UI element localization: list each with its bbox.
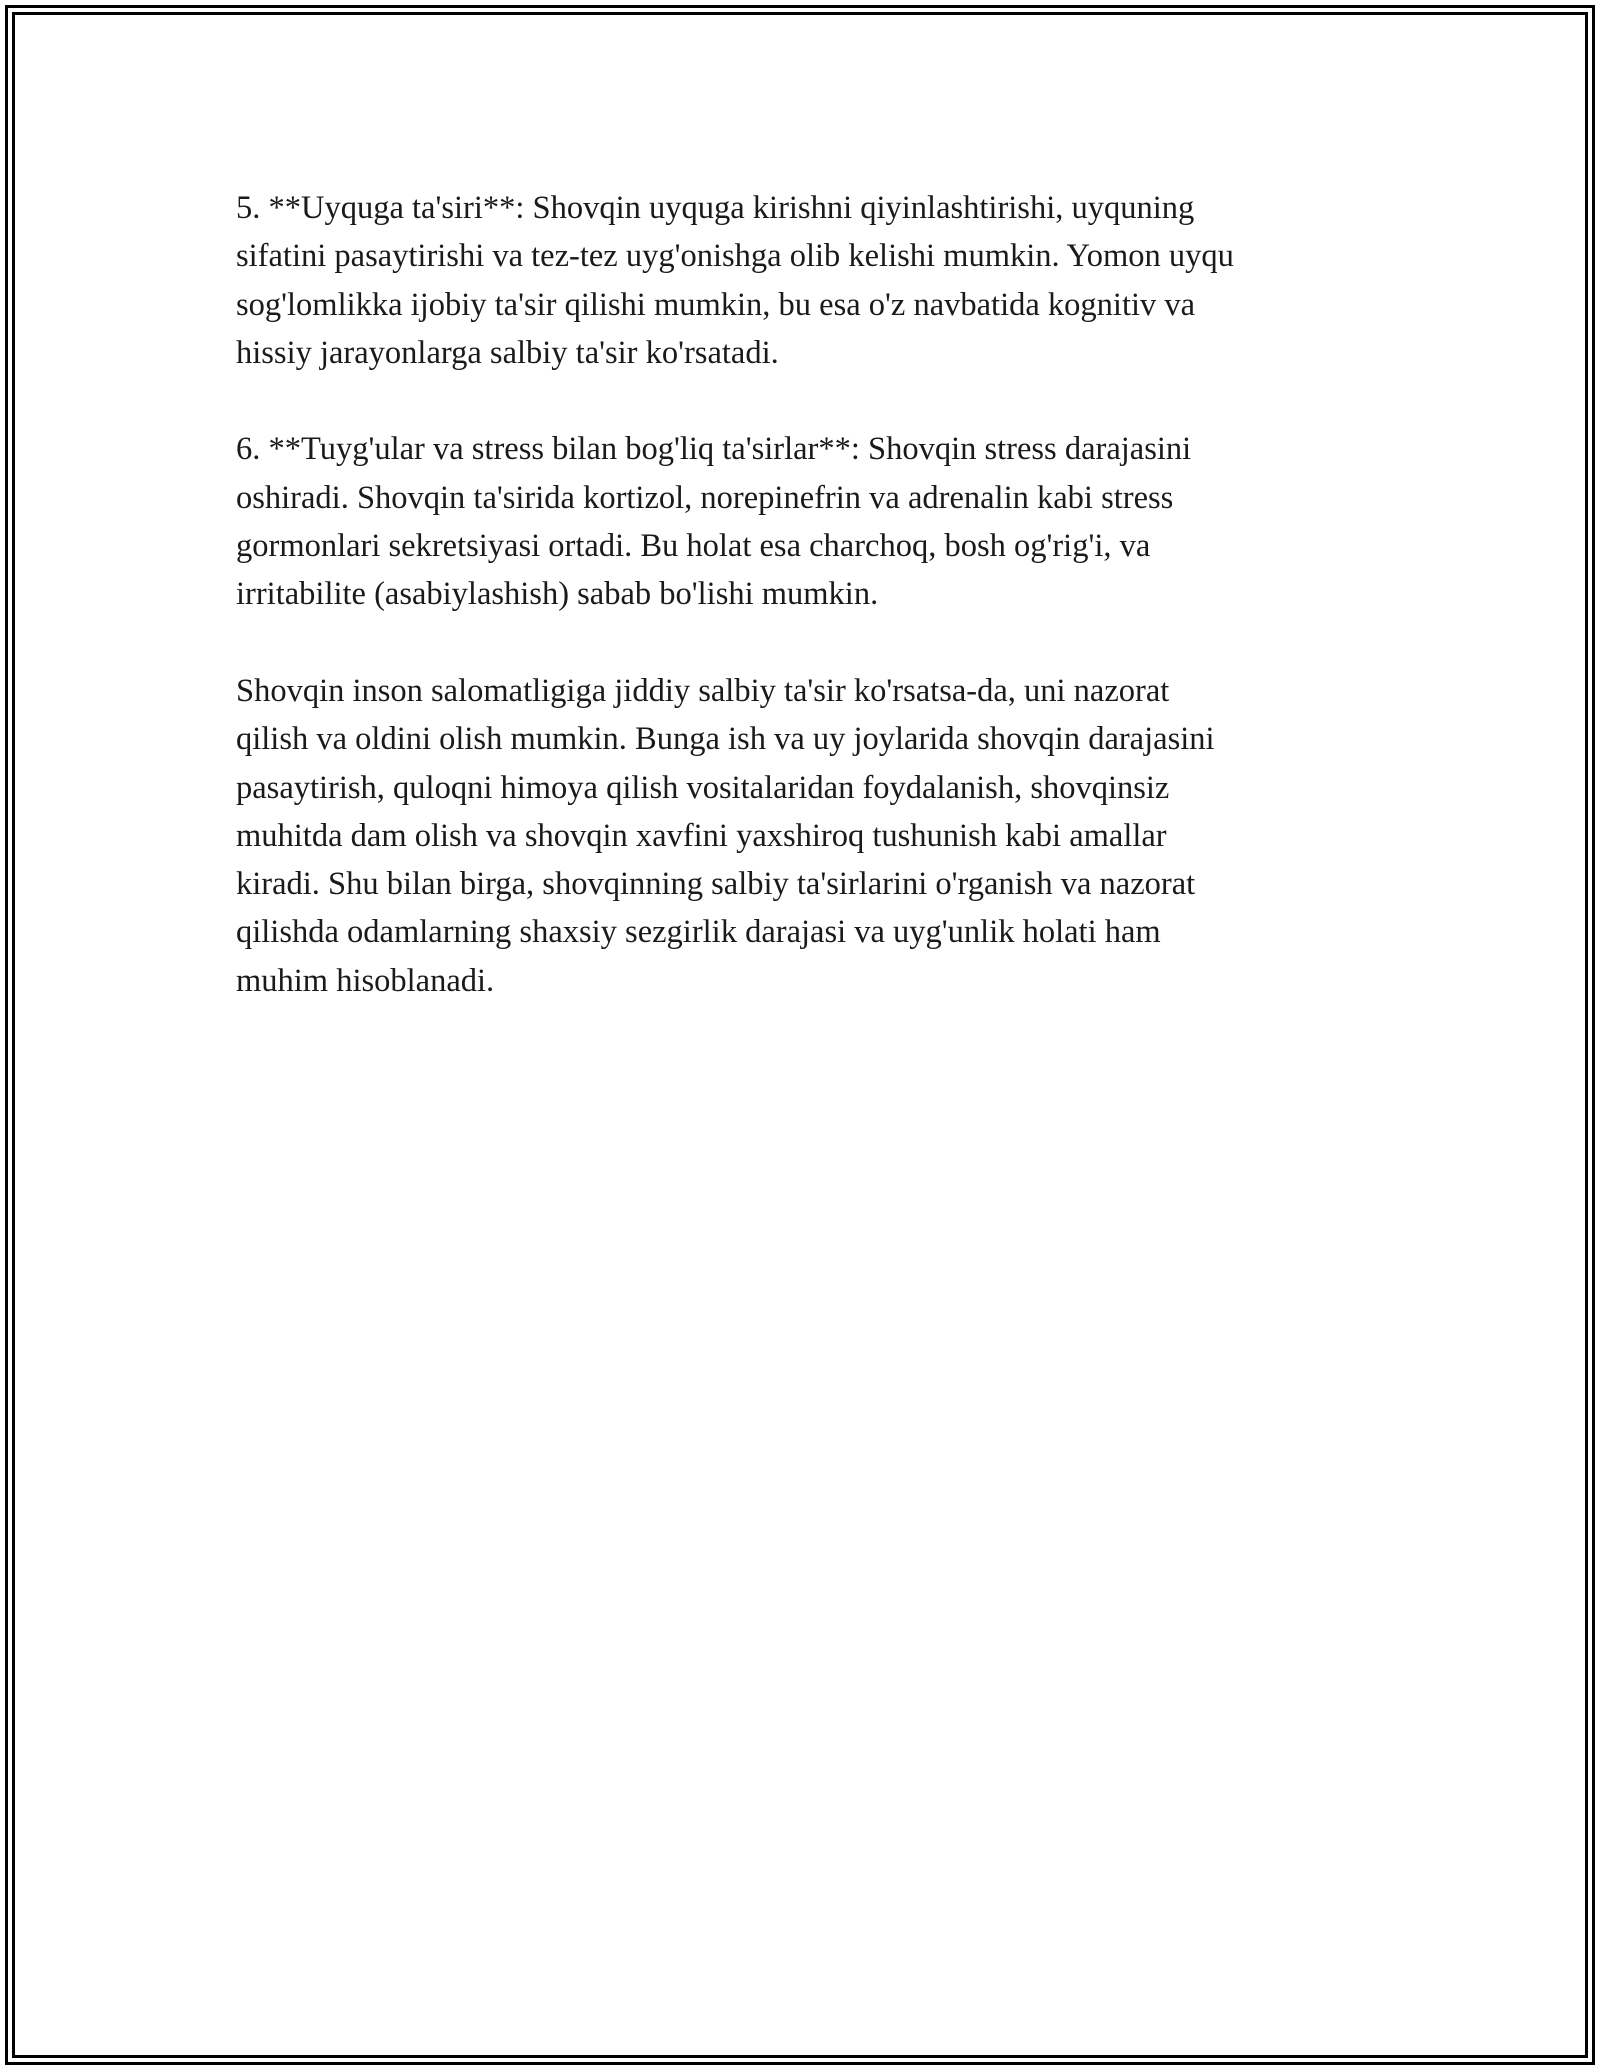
text-line: 6. **Tuyg'ular va stress bilan bog'liq ta'sirlar**: Shovqin stress darajasini: [236, 431, 1192, 468]
paragraph-conclusion: [236, 667, 1376, 1005]
document-body: [236, 184, 1376, 1005]
text-line: qilishda odamlarning shaxsiy sezgirlik darajasi va uyg'unlik holati ham: [236, 914, 1161, 951]
paragraph-sleep-effects: [236, 184, 1376, 377]
text-line: Shovqin inson salomatligiga jiddiy salbiy ta'sir ko'rsatsa-da, uni nazorat: [236, 672, 1170, 709]
text-line: oshiradi. Shovqin ta'sirida kortizol, norepinefrin va adrenalin kabi stress: [236, 479, 1174, 516]
text-line: kiradi. Shu bilan birga, shovqinning salbiy ta'sirlarini o'rganish va nazorat: [236, 866, 1196, 903]
text-line: 5. **Uyquga ta'siri**: Shovqin uyquga kirishni qiyinlashtirishi, uyquning: [236, 190, 1195, 226]
text-line: gormonlari sekretsiyasi ortadi. Bu holat esa charchoq, bosh og'rig'i, va: [236, 528, 1151, 565]
text-line: hissiy jarayonlarga salbiy ta'sir ko'rsatadi.: [236, 334, 779, 371]
text-line: sog'lomlikka ijobiy ta'sir qilishi mumkin, bu esa o'z navbatida kognitiv va: [236, 286, 1196, 323]
text-line: muhitda dam olish va shovqin xavfini yaxshiroq tushunish kabi amallar: [236, 817, 1167, 854]
text-line: irritabilite (asabiylashish) sabab bo'lishi mumkin.: [236, 576, 879, 613]
text-line: sifatini pasaytirishi va tez-tez uyg'onishga olib kelishi mumkin. Yomon uyqu: [236, 238, 1234, 275]
text-line: qilish va oldini olish mumkin. Bunga ish va uy joylarida shovqin darajasini: [236, 721, 1215, 758]
text-line: pasaytirish, quloqni himoya qilish vositalaridan foydalanish, shovqinsiz: [236, 769, 1170, 806]
text-line: muhim hisoblanadi.: [236, 962, 495, 999]
paragraph-stress-effects: [236, 425, 1376, 618]
